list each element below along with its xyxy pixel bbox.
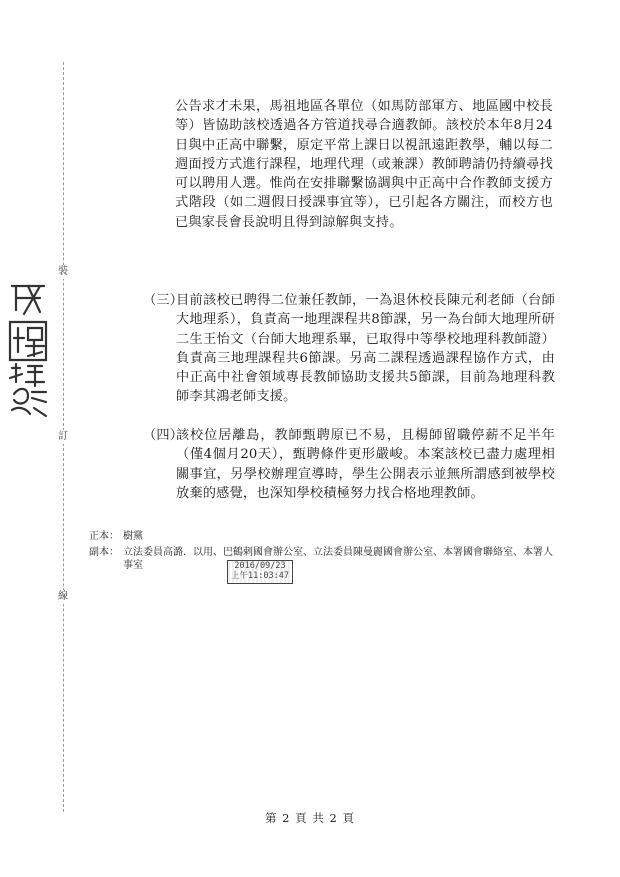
list-item-text: 該校位居離島，教師甄聘原已不易，且楊師留職停薪不足半年（僅4個月20天），甄聘條件更形嚴峻。本案該校已盡力處理相關事宜，另學校辦理宣導時，學生公開表示並無所謂感到被學校放棄的感覺，也深知學校積極努力找合格地理教師。 <box>176 428 555 501</box>
list-item-number: （四） <box>143 428 184 443</box>
stamp-date: 2016/09/23 <box>234 561 286 571</box>
main-recipient-label: 正本： <box>89 531 119 542</box>
main-recipient <box>89 530 143 543</box>
page-number-footer: 第 2 頁 共 2 頁 <box>265 811 355 825</box>
list-item-4 <box>143 426 555 503</box>
list-item-text: 目前該校已聘得二位兼任教師，一為退休校長陳元利老師（台師大地理系），負責高一地理課程共8節課，另一為台師大地理所研二生王怡文（台師大地理系畢，已取得中等學校地理科教師證）負責高三地理課程共6節課。另高二課程透過課程協作方式，由中正高中社會領域專長教師協助支援共5節課，目前為地理科教師李其鴻老師支援。 <box>176 293 555 405</box>
list-item-number: （三） <box>143 293 184 308</box>
cc-recipient-value: 立法委員高潞．以用、巴鶴剌國會辦公室、立法委員陳曼麗國會辦公室、本署國會聯絡室、本署人事室 <box>123 547 553 571</box>
main-recipient-value: 樹黨 <box>123 531 143 542</box>
list-item-3 <box>143 291 555 407</box>
binding-label-bottom: 線 <box>55 590 71 604</box>
official-seal-stamp <box>6 282 50 420</box>
binding-label-middle: 訂 <box>55 430 71 444</box>
body-paragraph: 公告求才未果，馬祖地區各單位（如馬防部軍方、地區國中校長等）皆協助該校透過各方管道找尋合適教師。該校於本年8月24日與中正高中聯繫，原定平常上課日以視訊遠距教學，輔以每二週面授方式進行課程，地理代理（或兼課）教師聘請仍持續尋找可以聘用人選。惟尚在安排聯繫協調與中正高中合作教師支援方式階段（如二週假日授課事宜等），已引起各方關注，而校方也已與家長會長說明且得到諒解與支持。 <box>175 99 553 230</box>
binding-label-top: 裝 <box>55 265 71 279</box>
cc-recipient-label: 副本： <box>89 547 119 558</box>
stamp-time: 上午11:03:47 <box>231 571 289 581</box>
received-date-stamp <box>227 560 293 584</box>
